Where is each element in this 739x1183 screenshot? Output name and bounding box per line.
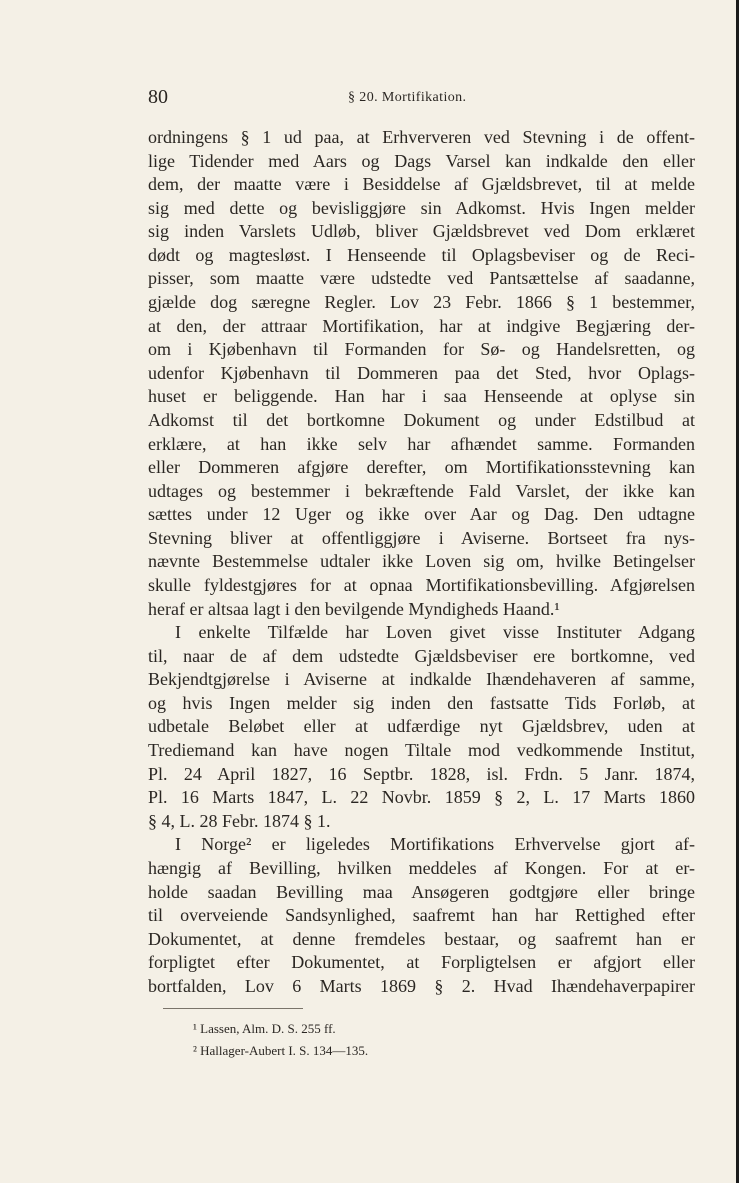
- text-line: dødt og magtesløst. I Henseende til Oplagsbeviser og de Reci-: [148, 244, 695, 265]
- text-line: bortfalden, Lov 6 Marts 1869 § 2. Hvad Ihændehaverpapirer: [148, 975, 695, 996]
- text-line: Pl. 16 Marts 1847, L. 22 Novbr. 1859 § 2, L. 17 Marts 1860: [148, 787, 695, 808]
- text-line: sig inden Varslets Udløb, bliver Gjældsbrevet ved Dom erklæret: [148, 221, 695, 242]
- text-line: I enkelte Tilfælde har Loven givet visse Instituter Adgang: [175, 622, 695, 643]
- text-line: udenfor Kjøbenhavn til Dommeren paa det Sted, hvor Oplags-: [148, 362, 695, 383]
- text-line: eller Dommeren afgjøre derefter, om Mortifikationsstevning kan: [148, 457, 695, 478]
- text-line: Adkomst til det bortkomne Dokument og under Edstilbud at: [148, 409, 695, 430]
- text-line: ordningens § 1 ud paa, at Erhververen ved Stevning i de offent-: [148, 127, 695, 147]
- text-line: Stevning bliver at offentliggjøre i Aviserne. Bortseet fra nys-: [148, 527, 695, 548]
- text-line: skulle fyldestgjøres for at opnaa Mortifikationsbevilling. Afgjørelsen: [148, 574, 695, 595]
- text-line: forpligtet efter Dokumentet, at Forpligtelsen er afgjort eller: [148, 952, 695, 973]
- text-line: og hvis Ingen melder sig inden den fastsatte Tids Forløb, at: [148, 692, 695, 713]
- text-line: gjælde dog særegne Regler. Lov 23 Febr. 1866 § 1 bestemmer,: [148, 292, 695, 313]
- text-line: Bekjendtgjørelse i Aviserne at indkalde Ihændehaveren af samme,: [148, 669, 695, 690]
- text-line: nævnte Bestemmelse udtaler ikke Loven sig om, hvilke Betingelser: [148, 551, 695, 572]
- running-head: § 20. Mortifikation.: [348, 90, 467, 105]
- footnotes: [193, 1018, 593, 1062]
- text-line: I Norge² er ligeledes Mortifikations Erhvervelse gjort af-: [175, 834, 695, 855]
- text-line: at den, der attraar Mortifikation, har at indgive Begjæring der-: [148, 315, 695, 336]
- footnote-rule: [163, 1008, 303, 1009]
- footnote-2: ² Hallager-Aubert I. S. 134—135.: [193, 1043, 369, 1058]
- text-line: holde saadan Bevilling maa Ansøgeren godtgjøre eller bringe: [148, 881, 695, 902]
- text-line: sig med dette og bevisliggjøre sin Adkomst. Hvis Ingen melder: [148, 197, 695, 218]
- text-line: erklære, at han ikke selv har afhændet samme. Formanden: [148, 433, 695, 454]
- text-line: om i Kjøbenhavn til Formanden for Sø- og Handelsretten, og: [148, 339, 695, 360]
- text-line: § 4, L. 28 Febr. 1874 § 1.: [148, 810, 331, 831]
- text-line: Dokumentet, at denne fremdeles bestaar, og saafremt han er: [148, 928, 695, 949]
- text-line: heraf er altsaa lagt i den bevilgende Myndigheds Haand.¹: [148, 598, 560, 619]
- text-line: Pl. 24 April 1827, 16 Septbr. 1828, isl. Frdn. 5 Janr. 1874,: [148, 763, 695, 784]
- text-line: dem, der maatte være i Besiddelse af Gjældsbrevet, til at melde: [148, 174, 695, 195]
- text-line: huset er beliggende. Han har i saa Henseende at oplyse sin: [148, 386, 695, 407]
- page-header: [148, 86, 698, 114]
- text-line: til, naar de af dem udstedte Gjældsbeviser ere bortkomne, ved: [148, 645, 695, 666]
- footnote-1: ¹ Lassen, Alm. D. S. 255 ff.: [193, 1021, 336, 1036]
- text-line: udtages og bestemmer i bekræftende Fald Varslet, der ikke kan: [148, 480, 695, 501]
- text-line: pisser, som maatte være udstedte ved Pantsættelse af saadanne,: [148, 268, 695, 289]
- text-line: til overveiende Sandsynlighed, saafremt han har Rettighed efter: [148, 905, 695, 926]
- text-line: lige Tidender med Aars og Dags Varsel kan indkalde den eller: [148, 150, 695, 171]
- text-line: udbetale Beløbet eller at udfærdige nyt Gjældsbrev, uden at: [148, 716, 695, 737]
- body-text: [148, 126, 695, 998]
- text-line: sættes under 12 Uger og ikke over Aar og Dag. Den udtagne: [148, 504, 695, 525]
- text-line: hængig af Bevilling, hvilken meddeles af Kongen. For at er-: [148, 857, 695, 878]
- text-line: Trediemand kan have nogen Tiltale mod vedkommende Institut,: [148, 740, 695, 761]
- page-number: 80: [148, 86, 168, 108]
